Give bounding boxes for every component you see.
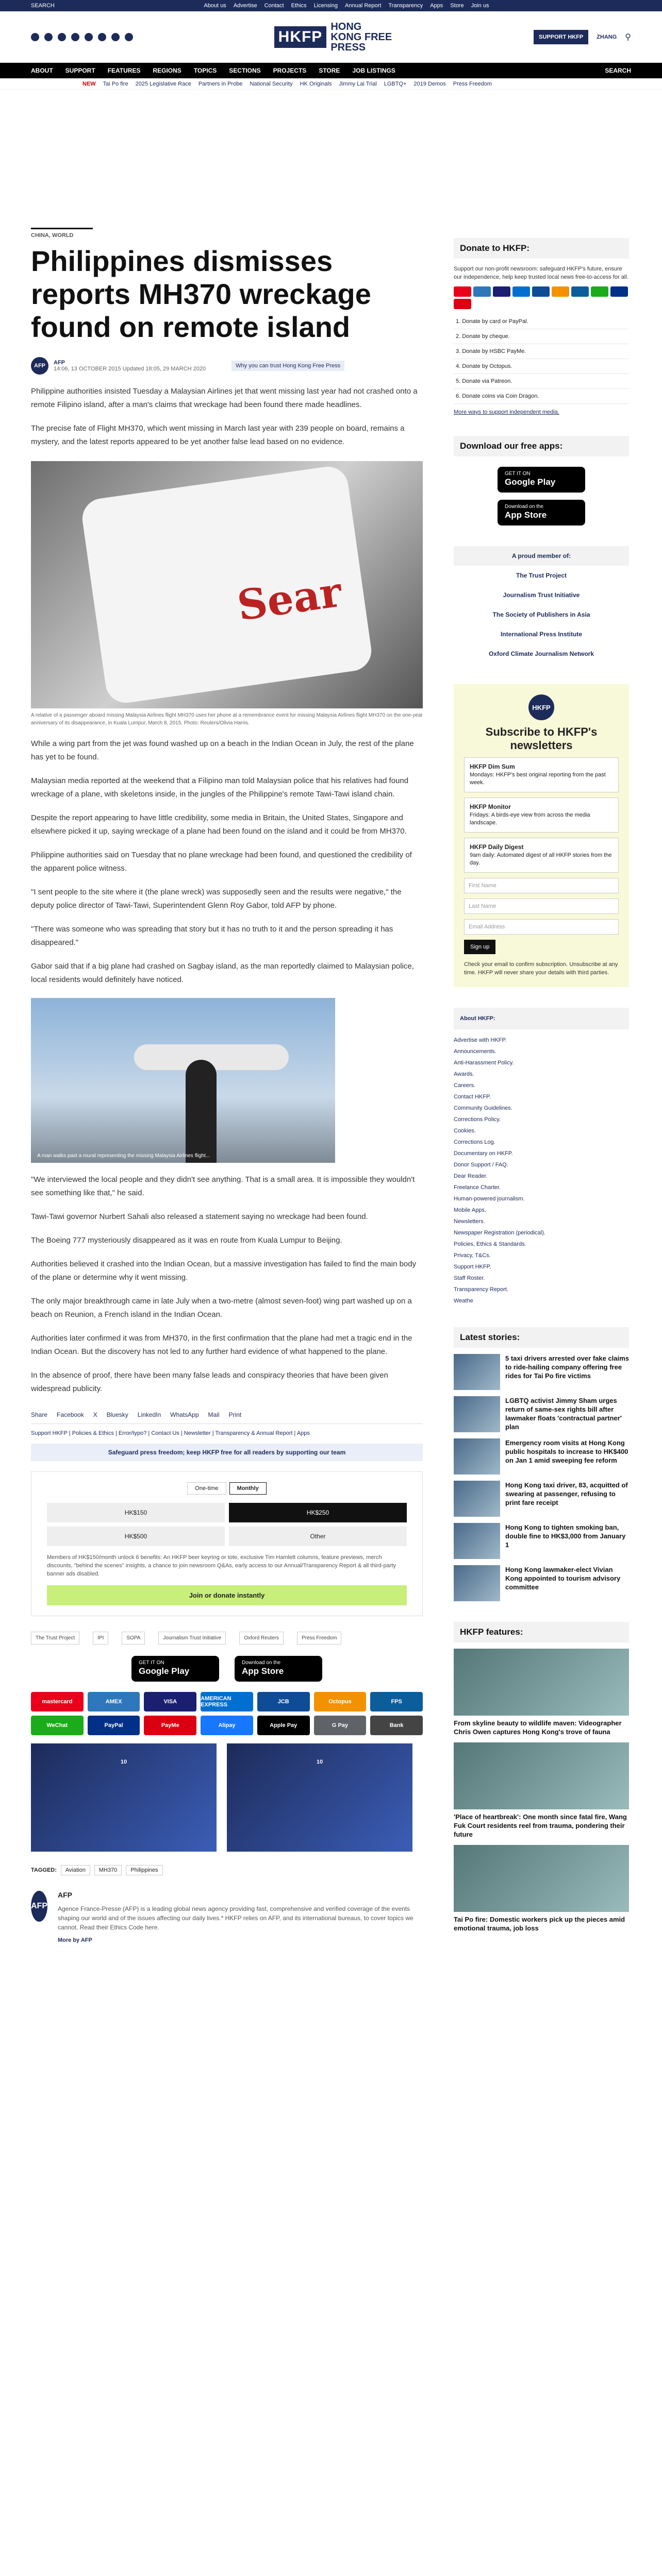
- more-ways-link[interactable]: More ways to support independent media.: [454, 409, 559, 415]
- article-image: [31, 998, 335, 1163]
- social-icons: [31, 33, 133, 41]
- share-linkedin[interactable]: LinkedIn: [137, 1411, 161, 1418]
- payment-logo: G Pay: [314, 1716, 367, 1735]
- nav-item[interactable]: REGIONS: [153, 67, 181, 74]
- nav-search[interactable]: SEARCH: [605, 67, 631, 74]
- donate-method[interactable]: 4. Donate by Octopus.: [454, 359, 629, 374]
- about-heading: About HKFP:: [454, 1008, 629, 1029]
- story-title[interactable]: LGBTQ activist Jimmy Sham urges return of same-sex rights bill after lawmaker floats 'contractual partner' plan: [505, 1397, 622, 1431]
- paragraph: Philippine authorities said on Tuesday that no plane wreckage had been found, and questioned the credibility of the apparent police witness.: [31, 851, 412, 873]
- article-category[interactable]: CHINA, WORLD: [31, 228, 93, 239]
- payment-mini-icon: [571, 286, 589, 297]
- donate-box: [31, 1471, 423, 1616]
- latest-story[interactable]: [454, 1481, 629, 1517]
- donate-method[interactable]: 5. Donate via Patreon.: [454, 374, 629, 389]
- story-thumbnail[interactable]: [454, 1438, 500, 1475]
- share-bluesky[interactable]: Bluesky: [106, 1411, 128, 1418]
- payment-logo: Alipay: [201, 1716, 253, 1735]
- feature-title[interactable]: Tai Po fire: Domestic workers pick up the pieces amid emotional trauma, job loss: [454, 1916, 625, 1932]
- feature-stories: [454, 1649, 629, 1933]
- promo-videos: [31, 1749, 423, 1852]
- donate-benefits: Members of HK$150/month unlock 6 benefits: An HKFP beer keyring or tote, exclusive Tim Hamlett columns, feature previews, merch discounts, "behind the scenes" insights, a chance to join newsroom Q&As, early access to our Annual/Transparency Report & all third-party banner ads disabled.: [47, 1554, 396, 1577]
- about-link[interactable]: Documentary on HKFP.: [454, 1150, 513, 1157]
- payment-mini-icon: [552, 286, 569, 297]
- topbar-search[interactable]: SEARCH: [31, 3, 55, 9]
- story-thumbnail[interactable]: [454, 1396, 500, 1432]
- share-print[interactable]: Print: [228, 1411, 242, 1418]
- share-whatsapp[interactable]: WhatsApp: [170, 1411, 199, 1418]
- latest-story[interactable]: [454, 1523, 629, 1559]
- feature-title[interactable]: 'Place of heartbreak': One month since fatal fire, Wang Fuk Court residents reel from trauma, pondering their future: [454, 1813, 627, 1838]
- article-image: Sear: [31, 461, 423, 708]
- payment-logo: JCB: [257, 1692, 310, 1711]
- about-link[interactable]: Cookies.: [454, 1128, 476, 1134]
- story-thumbnail[interactable]: [454, 1354, 500, 1390]
- donate-method[interactable]: 1. Donate by card or PayPal.: [454, 314, 629, 329]
- story-title[interactable]: 5 taxi drivers arrested over fake claims to ride-hailing company offering free rides for Tai Po fire victims: [505, 1354, 629, 1380]
- author-bio-avatar[interactable]: AFP: [31, 1891, 47, 1922]
- nav-item[interactable]: TOPICS: [193, 67, 217, 74]
- tags: [31, 1865, 423, 1875]
- about-link[interactable]: Advertise with HKFP.: [454, 1037, 507, 1043]
- partner-logo[interactable]: IPI: [93, 1632, 108, 1645]
- ticker-item[interactable]: HK Originals: [300, 80, 332, 87]
- nav-item[interactable]: SUPPORT: [65, 67, 95, 74]
- nav-item[interactable]: STORE: [319, 67, 340, 74]
- payment-mini-icon: [591, 286, 608, 297]
- youtube-icon[interactable]: [71, 33, 79, 41]
- about-link[interactable]: Transparency Report.: [454, 1286, 508, 1293]
- member-logo[interactable]: International Press Institute: [500, 631, 583, 638]
- topbar-link[interactable]: Store: [450, 3, 464, 9]
- telegram-icon[interactable]: [125, 33, 133, 41]
- facebook-icon[interactable]: [31, 33, 39, 41]
- about-link[interactable]: Weathe: [454, 1298, 473, 1304]
- feature-title[interactable]: From skyline beauty to wildlife maven: Videographer Chris Owen captures Hong Kong's trove of fauna: [454, 1719, 622, 1736]
- ticker-label: NEW: [82, 80, 96, 87]
- tag[interactable]: MH370: [94, 1865, 122, 1875]
- share-x[interactable]: X: [93, 1411, 97, 1418]
- logo-text: HONG KONG FREE PRESS: [330, 21, 392, 53]
- about-link[interactable]: Careers.: [454, 1082, 476, 1089]
- app-store-badge[interactable]: Download on the App Store: [235, 1656, 322, 1682]
- app-store-badges: [31, 1656, 423, 1682]
- topbar-link[interactable]: Annual Report: [345, 3, 382, 9]
- google-play-badge[interactable]: GET IT ON Google Play: [498, 467, 585, 493]
- donate-method[interactable]: 2. Donate by cheque.: [454, 329, 629, 344]
- latest-story[interactable]: [454, 1354, 629, 1390]
- partner-logo[interactable]: Journalism Trust Initiative: [158, 1632, 226, 1645]
- payment-mini-icon: [473, 286, 491, 297]
- about-link[interactable]: Mobile Apps.: [454, 1207, 486, 1213]
- member-logo[interactable]: The Society of Publishers in Asia: [492, 611, 590, 618]
- ticker-item[interactable]: Press Freedom: [453, 80, 492, 87]
- story-title[interactable]: Emergency room visits at Hong Kong public hospitals to increase to HK$400 on Jan 1 amid sweeping fee reform: [505, 1439, 628, 1464]
- story-thumbnail[interactable]: [454, 1565, 500, 1601]
- paragraph: The only major breakthrough came in late July when a two-metre (almost seven-foot) wing part washed up on a beach on Reunion, a French island in the Indian Ocean.: [31, 1297, 412, 1319]
- tag[interactable]: Philippines: [126, 1865, 162, 1875]
- about-link[interactable]: Human-powered journalism.: [454, 1196, 525, 1202]
- about-link[interactable]: Community Guidelines.: [454, 1105, 512, 1111]
- topbar-link[interactable]: Advertise: [233, 3, 257, 9]
- site-logo[interactable]: [274, 22, 393, 53]
- author-name[interactable]: AFP: [54, 360, 65, 366]
- payment-logo: VISA: [144, 1692, 196, 1711]
- partner-logo[interactable]: Oxford Reuters: [239, 1632, 284, 1645]
- payment-mini-icon: [512, 286, 530, 297]
- member-logo[interactable]: Journalism Trust Initiative: [503, 591, 580, 599]
- more-by-author[interactable]: More by AFP: [58, 1937, 92, 1943]
- topbar-link[interactable]: Transparency: [388, 3, 423, 9]
- payment-logo: AMEX: [88, 1692, 140, 1711]
- member-heading: A proud member of:: [454, 546, 629, 566]
- feature-story[interactable]: [454, 1845, 629, 1933]
- payment-logo: mastercard: [31, 1692, 84, 1711]
- topbar-link[interactable]: Join us: [471, 3, 489, 9]
- author-bio-name[interactable]: AFP: [58, 1891, 72, 1899]
- about-link[interactable]: Freelance Charter.: [454, 1184, 501, 1191]
- first-name-field[interactable]: First Name: [464, 878, 619, 893]
- newsletter-note: Check your email to confirm subscription. Unsubscribe at any time. HKFP will never share your details with third parties.: [464, 961, 618, 976]
- paragraph: Tawi-Tawi governor Nurbert Sahali also released a statement saying no wreckage had been found.: [31, 1212, 368, 1221]
- feature-thumbnail[interactable]: [454, 1845, 629, 1912]
- about-link[interactable]: Support HKFP.: [454, 1264, 491, 1270]
- press-freedom-bar[interactable]: Safeguard press freedom; keep HKFP free for all readers by supporting our team: [31, 1444, 423, 1461]
- latest-story[interactable]: [454, 1565, 629, 1601]
- support-button[interactable]: SUPPORT HKFP: [534, 30, 588, 44]
- latest-story[interactable]: [454, 1396, 629, 1432]
- about-link[interactable]: Dear Reader.: [454, 1173, 488, 1179]
- donate-method[interactable]: 3. Donate by HSBC PayMe.: [454, 344, 629, 359]
- freq-monthly[interactable]: Monthly: [229, 1482, 267, 1495]
- topbar-link[interactable]: Ethics: [291, 3, 307, 9]
- donate-methods: [454, 314, 629, 404]
- ticker-item[interactable]: Partners in Probe: [198, 80, 243, 87]
- payment-logo: WeChat: [31, 1716, 84, 1735]
- last-name-field[interactable]: Last Name: [464, 899, 619, 914]
- header: [0, 11, 662, 63]
- feature-thumbnail[interactable]: [454, 1649, 629, 1716]
- feature-thumbnail[interactable]: [454, 1742, 629, 1809]
- share-bar: [31, 1411, 423, 1424]
- paragraph: Philippine authorities insisted Tuesday a Malaysian Airlines jet that went missing last year had not crashed onto a remote Filipino island, after a man's claims that wreckage had been found there made headlines.: [31, 387, 418, 409]
- donate-heading: Donate to HKFP:: [454, 238, 629, 259]
- newsletter-heading: Subscribe to HKFP's newsletters: [485, 725, 598, 752]
- amount-option[interactable]: HK$500: [47, 1527, 225, 1546]
- topbar-link[interactable]: Contact: [264, 3, 284, 9]
- features-heading: HKFP features:: [454, 1622, 629, 1642]
- ticker-item[interactable]: LGBTQ+: [384, 80, 407, 87]
- about-link[interactable]: Newsletters.: [454, 1218, 485, 1225]
- x-icon[interactable]: [44, 33, 53, 41]
- story-thumbnail[interactable]: [454, 1481, 500, 1517]
- payment-logo: Apple Pay: [257, 1716, 310, 1735]
- share-mail[interactable]: Mail: [208, 1411, 220, 1418]
- byline: [31, 357, 423, 375]
- logo-mark: HKFP: [274, 26, 327, 48]
- google-play-badge[interactable]: GET IT ON Google Play: [131, 1656, 219, 1682]
- payment-mini-icon: [454, 286, 471, 297]
- about-link[interactable]: Contact HKFP.: [454, 1094, 491, 1100]
- main-nav: [0, 63, 662, 78]
- amount-option[interactable]: Other: [229, 1527, 407, 1546]
- top-bar: [0, 0, 662, 11]
- ticker-item[interactable]: 2019 Demos: [413, 80, 446, 87]
- payment-logo: PayPal: [88, 1716, 140, 1735]
- paragraph: Gabor said that if a big plane had crashed on Sagbay island, as the man reportedly claimed to Malaysian police, local residents would definitely have noticed.: [31, 962, 414, 984]
- paragraph: Authorities believed it crashed into the Indian Ocean, but a massive investigation has failed to find the main body of the plane or determine why it went missing.: [31, 1260, 417, 1282]
- about-link[interactable]: Privacy, T&Cs.: [454, 1252, 491, 1259]
- about-link[interactable]: Anti-Harassment Policy.: [454, 1060, 514, 1066]
- share-facebook[interactable]: Facebook: [57, 1411, 84, 1418]
- payment-mini-icon: [493, 286, 510, 297]
- story-title[interactable]: Hong Kong lawmaker-elect Vivian Kong appointed to tourism advisory committee: [505, 1566, 621, 1591]
- partner-logo[interactable]: The Trust Project: [31, 1632, 79, 1645]
- newsletter-option[interactable]: HKFP Monitor Fridays: A birds-eye view from across the media landscape.: [464, 798, 619, 833]
- member-logo[interactable]: Oxford Climate Journalism Network: [488, 650, 594, 657]
- story-title[interactable]: Hong Kong taxi driver, 83, acquitted of swearing at passenger, refusing to print fare receipt: [505, 1481, 628, 1506]
- latest-story[interactable]: [454, 1438, 629, 1475]
- newsletter-signup: [454, 684, 629, 987]
- payment-logo: FPS: [370, 1692, 423, 1711]
- join-button[interactable]: Join or donate instantly: [47, 1585, 407, 1605]
- apps-heading: Download our free apps:: [454, 436, 629, 456]
- about-link[interactable]: Donor Support / FAQ.: [454, 1162, 508, 1168]
- image-caption: A relative of a passenger aboard missing Malaysia Airlines flight MH370 uses her phone at a remembrance event for missing Malaysia Airlines flight MH370 on the one-year anniversary of its disappearance, in Kuala Lumpur, March 8, 2015. Photo: Reuters/Olivia Harris.: [31, 713, 423, 726]
- about-link[interactable]: Announcements.: [454, 1048, 496, 1055]
- partner-logo[interactable]: SOPA: [122, 1632, 145, 1645]
- author-bio-text: Agence France-Presse (AFP) is a leading global news agency providing fast, comprehensive and verified coverage of the events shaping our world and of the issues affecting our daily lives.* HKFP relies on AFP, and its international bureaus, to cover topics we cannot. Read their Ethics Code here.: [58, 1905, 413, 1931]
- paragraph: The precise fate of Flight MH370, which went missing in March last year with 239 people on board, remains a mystery, and the latest reports appeared to be yet another false lead based on no evidence.: [31, 424, 405, 446]
- nav-item[interactable]: ABOUT: [31, 67, 53, 74]
- email-field[interactable]: Email Address: [464, 919, 619, 935]
- donate-method[interactable]: 6. Donate coins via Coin Dragon.: [454, 389, 629, 404]
- author-avatar[interactable]: AFP: [31, 357, 48, 375]
- about-link[interactable]: Staff Roster.: [454, 1275, 485, 1281]
- member-logo[interactable]: The Trust Project: [516, 572, 567, 579]
- topbar-link[interactable]: Licensing: [313, 3, 338, 9]
- nav-item[interactable]: JOB LISTINGS: [352, 67, 395, 74]
- paragraph: While a wing part from the jet was found washed up on a beach in the Indian Ocean in July, the rest of the plane has yet to be found.: [31, 739, 414, 761]
- partner-logos: [31, 1632, 423, 1645]
- paragraph: "I sent people to the site where it (the plane wreck) was supposedly seen and the results were negative," the deputy police director of Tawi-Tawi, Superintendent Glenn Roy Gabor, told AFP by phone.: [31, 888, 402, 910]
- support-video[interactable]: 10: [227, 1749, 412, 1852]
- payment-mini-icon: [532, 286, 550, 297]
- signup-button[interactable]: Sign up: [464, 940, 495, 954]
- sidebar-payment-icons: [454, 286, 629, 309]
- donate-text[interactable]: Support our non-profit newsroom: safeguard HKFP's future, ensure our independence, help keep trusted local news free-to-access for all.: [454, 266, 628, 280]
- payment-logo: Octopus: [314, 1692, 367, 1711]
- paragraph: The Boeing 777 mysteriously disappeared as it was en route from Kuala Lumpur to Beijing.: [31, 1236, 342, 1245]
- paragraph: Authorities later confirmed it was from MH370, in the first confirmation that the plane had met a tragic end in the Indian Ocean. But the discovery has not led to any further hard evidence of what happened to the plane.: [31, 1334, 412, 1356]
- bluesky-icon[interactable]: [98, 33, 106, 41]
- paragraph: Despite the report appearing to have little credibility, some media in Britain, the United States, Singapore and elsewhere picked it up, saying wreckage of a plane had been found on the island and it could be from MH370.: [31, 814, 407, 836]
- about-link[interactable]: Awards.: [454, 1071, 474, 1077]
- article-dates: 14:06, 13 OCTOBER 2015 Updated 18:05, 29 MARCH 2020: [54, 366, 206, 372]
- feature-story[interactable]: [454, 1649, 629, 1736]
- payment-mini-icon: [610, 286, 628, 297]
- share-label: Share: [31, 1411, 48, 1418]
- amount-option[interactable]: HK$250: [229, 1503, 407, 1522]
- paragraph: Malaysian media reported at the weekend that a Filipino man told Malaysian police that his relatives had found wreckage of a plane, with skeletons inside, in the jungles of the Philippine's remote Tawi-Tawi island chain.: [31, 776, 409, 799]
- instagram-icon[interactable]: [58, 33, 66, 41]
- search-icon[interactable]: ⚲: [625, 32, 631, 42]
- partner-logo[interactable]: Press Freedom: [297, 1632, 341, 1645]
- topbar-link[interactable]: About us: [204, 3, 226, 9]
- tags-label: TAGGED:: [31, 1867, 57, 1873]
- about-link[interactable]: Policies, Ethics & Standards.: [454, 1241, 526, 1247]
- support-links[interactable]: Support HKFP | Policies & Ethics | Error/typo? | Contact Us | Newsletter | Transparency & Annual Report | Apps: [31, 1430, 310, 1436]
- hkfp-icon: HKFP: [528, 694, 554, 720]
- payment-methods: [31, 1692, 423, 1735]
- paragraph: In the absence of proof, there have been many false leads and conspiracy theories that have been given widespread publicity.: [31, 1371, 388, 1393]
- app-store-badge[interactable]: Download on the App Store: [498, 500, 585, 526]
- about-links: [454, 1035, 629, 1307]
- ethics-video[interactable]: 10: [31, 1749, 217, 1852]
- ticker-item[interactable]: Jimmy Lai Trial: [339, 80, 377, 87]
- article-body: [31, 385, 423, 1396]
- story-title[interactable]: Hong Kong to tighten smoking ban, double fine to HK$3,000 from January 1: [505, 1523, 626, 1549]
- paragraph: "There was someone who was spreading that story but it has no truth to it and the person spreading it has disappeared.": [31, 925, 393, 947]
- language-link[interactable]: ZHANG: [597, 33, 617, 40]
- image-caption: A man walks past a mural representing the missing Malaysia Airlines flight...: [37, 1153, 210, 1159]
- latest-heading: Latest stories:: [454, 1327, 629, 1348]
- latest-stories: [454, 1354, 629, 1601]
- about-link[interactable]: Corrections Policy.: [454, 1116, 501, 1123]
- threads-icon[interactable]: [85, 33, 93, 41]
- freq-one-time[interactable]: One-time: [187, 1482, 226, 1495]
- nav-item[interactable]: SECTIONS: [229, 67, 261, 74]
- author-bio: [31, 1891, 423, 1943]
- payment-logo: AMERICAN EXPRESS: [201, 1692, 253, 1711]
- topic-ticker: [0, 78, 662, 90]
- nav-item[interactable]: PROJECTS: [273, 67, 307, 74]
- payment-mini-icon: [454, 299, 471, 309]
- trust-link[interactable]: Why you can trust Hong Kong Free Press: [231, 361, 344, 371]
- feature-story[interactable]: [454, 1742, 629, 1839]
- article: [31, 99, 423, 1943]
- amount-option[interactable]: HK$150: [47, 1503, 225, 1522]
- about-link[interactable]: Corrections Log.: [454, 1139, 495, 1145]
- about-link[interactable]: Newspaper Registration (periodical).: [454, 1230, 545, 1236]
- ticker-item[interactable]: Tai Po fire: [103, 80, 128, 87]
- linkedin-icon[interactable]: [111, 33, 120, 41]
- ticker-item[interactable]: 2025 Legislative Race: [135, 80, 191, 87]
- tag[interactable]: Aviation: [61, 1865, 90, 1875]
- topbar-link[interactable]: Apps: [430, 3, 443, 9]
- newsletter-option[interactable]: HKFP Daily Digest 9am daily: Automated digest of all HKFP stories from the day.: [464, 838, 619, 873]
- newsletter-option[interactable]: HKFP Dim Sum Mondays: HKFP's best original reporting from the past week.: [464, 757, 619, 792]
- story-thumbnail[interactable]: [454, 1523, 500, 1559]
- nav-item[interactable]: FEATURES: [107, 67, 141, 74]
- ticker-item[interactable]: National Security: [250, 80, 293, 87]
- article-title: Philippines dismisses reports MH370 wreckage found on remote island: [31, 245, 371, 343]
- sidebar: [454, 99, 629, 1943]
- paragraph: "We interviewed the local people and they didn't see anything. That is a small area. It is impossible they wouldn't see something like that," he said.: [31, 1175, 415, 1197]
- payment-logo: Bank: [370, 1716, 423, 1735]
- payment-logo: PayMe: [144, 1716, 196, 1735]
